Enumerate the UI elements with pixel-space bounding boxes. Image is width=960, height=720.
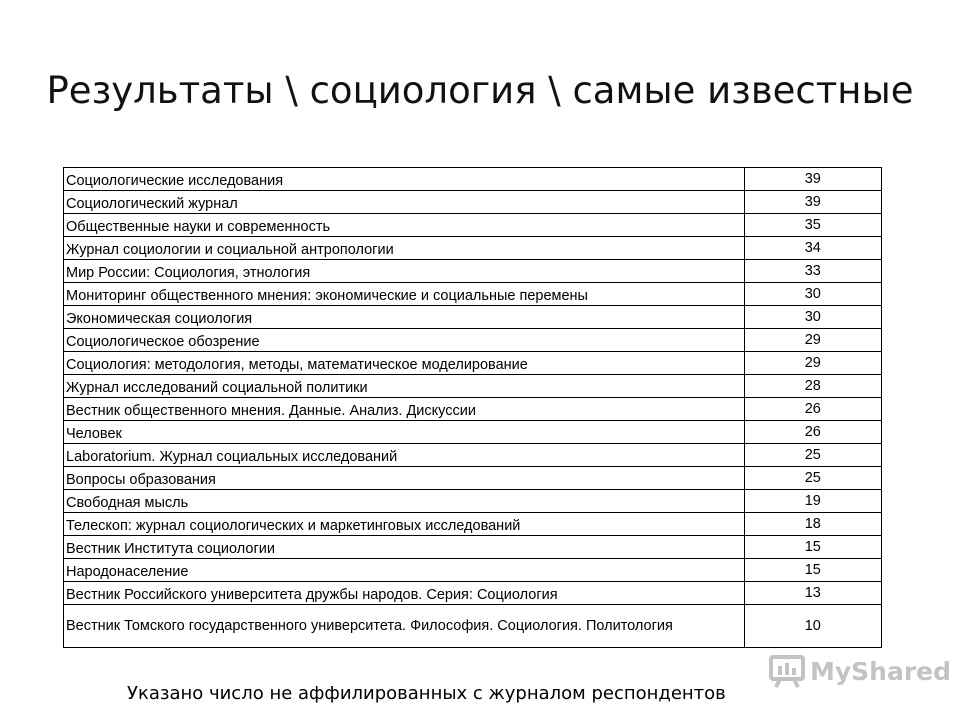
respondent-count: 34 [744,237,881,260]
respondent-count: 13 [744,582,881,605]
table-row [64,605,882,648]
respondent-count: 25 [744,444,881,467]
journal-name: Телескоп: журнал социологических и маркетинговых исследований [64,513,745,536]
respondent-count: 39 [744,168,881,191]
table-row [64,375,882,398]
journal-name: Laboratorium. Журнал социальных исследований [64,444,745,467]
journal-name: Народонаселение [64,559,745,582]
table-row [64,214,882,237]
journal-name: Вестник Российского университета дружбы народов. Серия: Социология [64,582,745,605]
journal-name: Человек [64,421,745,444]
table-row [64,260,882,283]
journal-name: Вопросы образования [64,467,745,490]
journal-table [63,167,882,648]
table-row [64,421,882,444]
table-row [64,398,882,421]
journal-name: Социология: методология, методы, математическое моделирование [64,352,745,375]
respondent-count: 19 [744,490,881,513]
journal-name: Экономическая социология [64,306,745,329]
footnote: Указано число не аффилированных с журналом респондентов [127,683,726,704]
respondent-count: 33 [744,260,881,283]
table-row [64,513,882,536]
journal-name: Журнал социологии и социальной антропологии [64,237,745,260]
journal-name: Социологическое обозрение [64,329,745,352]
table-row [64,352,882,375]
respondent-count: 25 [744,467,881,490]
table-row [64,191,882,214]
table-row [64,444,882,467]
table-row [64,283,882,306]
respondent-count: 39 [744,191,881,214]
respondent-count: 30 [744,306,881,329]
table-row [64,168,882,191]
table-row [64,306,882,329]
respondent-count: 29 [744,352,881,375]
watermark [768,654,951,688]
table-row [64,329,882,352]
slide-title: Результаты \ социология \ самые известные [46,69,914,112]
respondent-count: 15 [744,559,881,582]
journal-name: Мир России: Социология, этнология [64,260,745,283]
journal-table-body [64,168,882,648]
respondent-count: 28 [744,375,881,398]
table-row [64,536,882,559]
journal-name: Вестник общественного мнения. Данные. Анализ. Дискуссии [64,398,745,421]
respondent-count: 18 [744,513,881,536]
respondent-count: 35 [744,214,881,237]
presentation-board-icon [768,654,806,688]
table-row [64,237,882,260]
respondent-count: 26 [744,421,881,444]
journal-name: Журнал исследований социальной политики [64,375,745,398]
respondent-count: 15 [744,536,881,559]
journal-name: Мониторинг общественного мнения: экономические и социальные перемены [64,283,745,306]
journal-name: Вестник Томского государственного университета. Философия. Социология. Политология [64,605,745,648]
journal-name: Свободная мысль [64,490,745,513]
journal-name: Социологические исследования [64,168,745,191]
table-row [64,559,882,582]
respondent-count: 29 [744,329,881,352]
watermark-text: MyShared [810,656,952,686]
journal-name: Социологический журнал [64,191,745,214]
table-row [64,490,882,513]
table-row [64,467,882,490]
respondent-count: 10 [744,605,881,648]
journal-name: Вестник Института социологии [64,536,745,559]
table-row [64,582,882,605]
respondent-count: 30 [744,283,881,306]
respondent-count: 26 [744,398,881,421]
journal-name: Общественные науки и современность [64,214,745,237]
